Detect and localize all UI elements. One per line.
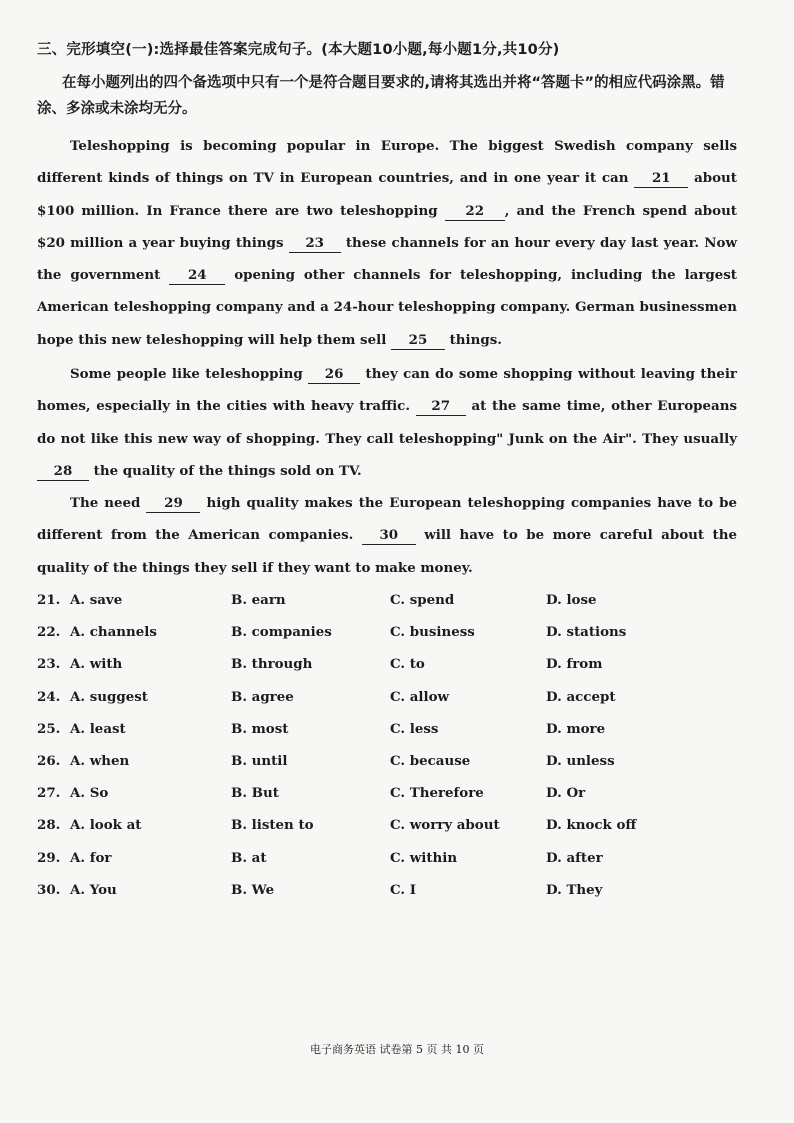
option-a: A. with <box>70 656 123 673</box>
option-c: C. Therefore <box>390 785 484 802</box>
question-row <box>37 715 737 747</box>
option-b: B. at <box>231 849 267 866</box>
option-c: C. spend <box>390 592 455 608</box>
option-c: C. allow <box>390 688 450 705</box>
option-b: B. But <box>231 785 279 802</box>
passage-text: they can do some shopping without leaving their homes, especially in the cities with heavy traffic. <box>37 366 737 415</box>
question-row <box>37 876 737 908</box>
option-c: C. business <box>390 624 475 641</box>
option-d: D. unless <box>546 752 615 769</box>
option-d: D. accept <box>546 688 616 705</box>
option-d: D. knock off <box>546 817 637 834</box>
option-a: A. suggest <box>70 688 148 705</box>
option-b: B. until <box>231 752 288 769</box>
question-number: 27. <box>37 785 61 802</box>
option-c: C. less <box>390 720 439 737</box>
option-d: D. stations <box>546 624 627 641</box>
option-b: B. most <box>231 720 289 737</box>
option-d: D. Or <box>546 785 586 802</box>
page-footer: 电子商务英语 试卷第 5 页 共 10 页 <box>310 1043 484 1056</box>
option-c: C. within <box>390 849 458 866</box>
passage-text: will have to be more careful about the quality of the things they sell if they want to make money. <box>37 527 737 576</box>
question-row <box>37 747 737 779</box>
option-a: A. when <box>70 752 130 769</box>
section-title: 三、完形填空(一):选择最佳答案完成句子。(本大题10小题,每小题1分,共10分) <box>37 42 560 58</box>
option-b: B. agree <box>231 688 294 705</box>
option-a: A. You <box>70 881 117 898</box>
answer-options <box>37 586 737 908</box>
blank-21: 21 <box>634 169 688 188</box>
passage-text: about $100 million. In France there are two teleshopping <box>37 170 737 219</box>
option-b: B. companies <box>231 624 332 641</box>
question-row <box>37 811 737 843</box>
question-number: 30. <box>37 881 61 898</box>
passage-text: Teleshopping is becoming popular in Europe. The biggest Swedish company sells different kinds of things on TV in European countries, and in one year it can <box>37 138 737 187</box>
blank-24: 24 <box>169 266 225 285</box>
option-d: D. They <box>546 881 603 898</box>
section-instruction: 在每小题列出的四个备选项中只有一个是符合题目要求的,请将其选出并将“答题卡”的相应代码涂黑。错涂、多涂或未涂均无分。 <box>37 75 725 117</box>
question-row <box>37 618 737 650</box>
option-b: B. listen to <box>231 817 314 834</box>
question-number: 22. <box>37 624 61 641</box>
question-row <box>37 586 737 618</box>
question-row <box>37 779 737 811</box>
option-a: A. least <box>70 720 126 737</box>
question-number: 28. <box>37 817 61 834</box>
option-a: A. save <box>70 592 123 608</box>
option-d: D. lose <box>546 592 597 608</box>
passage-paragraph-3 <box>37 487 737 584</box>
question-row <box>37 650 737 682</box>
passage-text: opening other channels for teleshopping, including the largest American teleshopping company and a 24-hour teleshopping company. German businessmen hope this new teleshopping will help them sell <box>37 267 737 348</box>
blank-23: 23 <box>289 234 341 253</box>
blank-28: 28 <box>37 462 89 481</box>
passage-text: at the same time, other Europeans do not like this new way of shopping. They call teleshopping" Junk on the Air". They usually <box>37 398 737 447</box>
blank-30: 30 <box>362 526 416 545</box>
option-a: A. look at <box>70 817 142 834</box>
passage-text: Some people like teleshopping <box>70 366 303 382</box>
option-d: D. from <box>546 656 603 673</box>
passage-text: The need <box>70 495 141 511</box>
passage-paragraph-2 <box>37 358 737 487</box>
blank-25: 25 <box>391 331 445 350</box>
question-number: 25. <box>37 720 61 737</box>
option-a: A. for <box>70 849 112 866</box>
option-c: C. I <box>390 881 417 898</box>
blank-22: 22 <box>445 202 505 221</box>
option-a: A. So <box>70 785 109 802</box>
option-c: C. because <box>390 752 471 769</box>
passage-text: high quality makes the European teleshopping companies have to be different from the American companies. <box>37 495 738 544</box>
passage-text: things. <box>449 331 502 348</box>
blank-29: 29 <box>146 494 200 513</box>
option-d: D. after <box>546 849 603 866</box>
question-number: 24. <box>37 688 61 705</box>
option-c: C. to <box>390 656 425 673</box>
passage-text: the quality of the things sold on TV. <box>93 462 362 479</box>
passage-paragraph-1 <box>37 130 737 356</box>
question-number: 26. <box>37 752 61 769</box>
option-a: A. channels <box>70 624 157 641</box>
question-number: 29. <box>37 849 61 866</box>
passage-text: , and the French spend about $20 million a year buying things <box>37 202 737 251</box>
question-number: 23. <box>37 656 61 673</box>
question-row <box>37 683 737 715</box>
option-b: B. We <box>231 881 275 898</box>
passage-text: these channels for an hour every day last year. Now the government <box>37 234 737 284</box>
option-c: C. worry about <box>390 817 500 834</box>
option-b: B. earn <box>231 592 286 608</box>
blank-27: 27 <box>416 397 466 416</box>
question-number: 21. <box>37 592 61 608</box>
option-b: B. through <box>231 656 313 673</box>
question-row <box>37 844 737 876</box>
option-d: D. more <box>546 720 606 737</box>
blank-26: 26 <box>308 365 360 384</box>
